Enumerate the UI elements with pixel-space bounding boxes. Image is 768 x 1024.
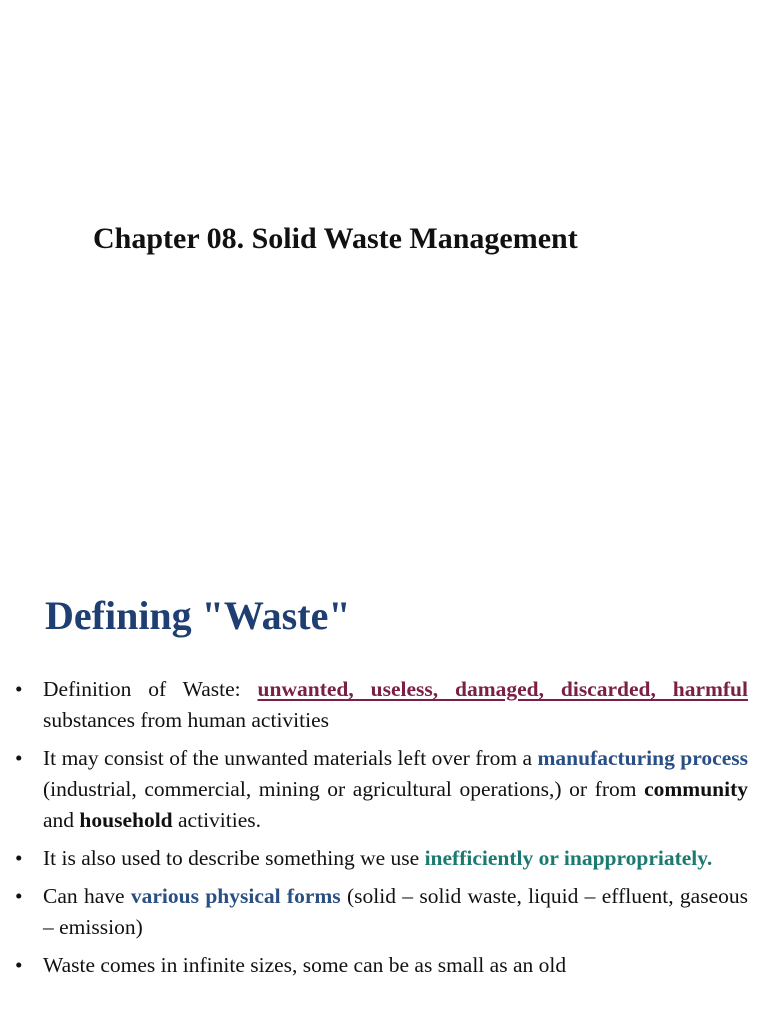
highlight-inefficiently: inefficiently or inappropriately	[424, 846, 707, 870]
highlight-community: community	[644, 777, 748, 801]
bullet-text: (industrial, commercial, mining or agricultural operations,) or from	[43, 777, 645, 801]
bullet-composition	[43, 743, 748, 836]
bullet-text: and	[43, 808, 80, 832]
bullet-text: Definition of Waste:	[43, 677, 258, 701]
bullet-physical-forms	[43, 881, 748, 943]
highlight-household: household	[79, 808, 173, 832]
bullet-text: Can have	[43, 884, 131, 908]
bullet-definition	[43, 674, 748, 736]
bullet-usage	[43, 843, 748, 874]
bullet-text: activities.	[172, 808, 262, 832]
highlight-physical-forms: various physical forms	[130, 884, 341, 908]
bullet-text: substances from human activities	[43, 708, 329, 732]
bullet-sizes	[43, 950, 748, 981]
bullet-text: It may consist of the unwanted materials left over from a	[43, 746, 538, 770]
highlight-definition: unwanted, useless, damaged, discarded, harmful	[257, 677, 748, 701]
slide-heading: Defining "Waste"	[45, 593, 351, 638]
bullet-text: (solid – solid waste, liquid – effluent, gaseous – emission)	[43, 884, 749, 939]
bullet-text: .	[706, 846, 713, 870]
bullet-list	[43, 674, 748, 988]
chapter-title: Chapter 08. Solid Waste Management	[93, 222, 578, 255]
bullet-text: Waste comes in infinite sizes, some can be as small as an old	[43, 953, 567, 977]
bullet-text: It is also used to describe something we use	[43, 846, 425, 870]
highlight-manufacturing: manufacturing process	[537, 746, 748, 770]
